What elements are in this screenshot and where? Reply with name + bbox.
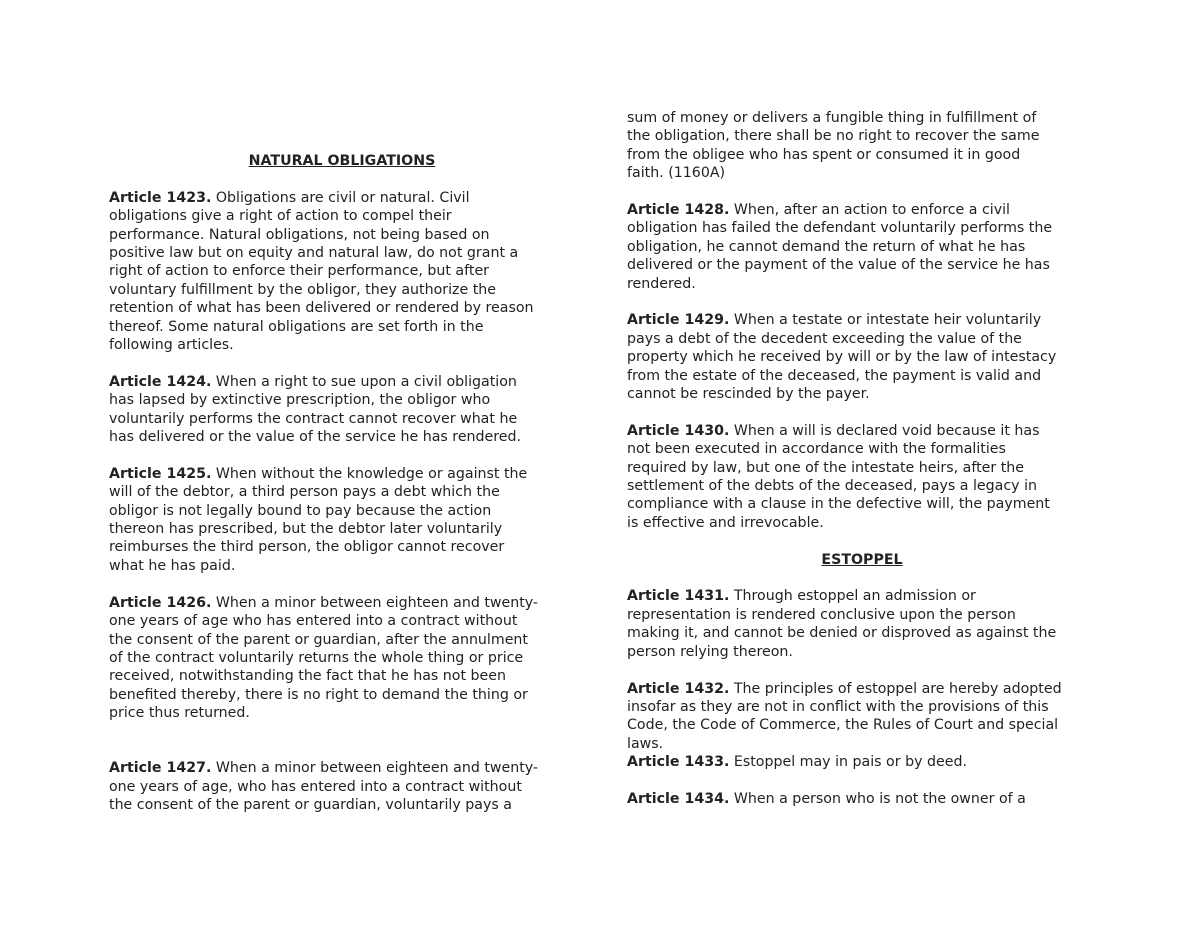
article-text-line: When, after an action to enforce a civil: [729, 202, 1010, 219]
article-text-line: received, notwithstanding the fact that he has not been: [109, 668, 506, 685]
article-text-line: When a minor between eighteen and twenty-: [211, 760, 539, 777]
article-text-line: obligation has failed the defendant voluntarily performs the: [627, 220, 1053, 237]
section-heading-estoppel: ESTOPPEL: [821, 551, 903, 568]
article-text-line: laws.: [627, 735, 664, 752]
article-text-line: right of action to enforce their performance, but after: [109, 263, 489, 280]
article-text-line: pays a debt of the decedent exceeding the value of the: [627, 330, 1022, 347]
article-text-line: has delivered or the value of the service he has rendered.: [109, 429, 522, 446]
article-text-line: from the obligee who has spent or consumed it in good: [627, 146, 1021, 163]
article-text-line: following articles.: [109, 337, 234, 354]
article-text-line: has lapsed by extinctive prescription, the obligor who: [109, 392, 491, 409]
article-text-line: retention of what has been delivered or rendered by reason: [109, 300, 534, 317]
article-text-line: voluntary fulfillment by the obligor, they authorize the: [109, 281, 497, 298]
article-label: Article 1425.: [109, 465, 212, 482]
article-text-line: When a minor between eighteen and twenty-: [211, 594, 539, 611]
article-text-line: When without the knowledge or against the: [211, 465, 528, 482]
left-column: [109, 152, 579, 815]
article-text-line: the obligation, there shall be no right to recover the same: [627, 128, 1040, 145]
article-1423: [109, 189, 579, 355]
article-text-line: obligations give a right of action to compel their: [109, 208, 452, 225]
article-1425: [109, 465, 579, 575]
article-text-line: person relying thereon.: [627, 643, 793, 660]
article-text-line: is effective and irrevocable.: [627, 514, 824, 531]
article-text-line: settlement of the debts of the deceased, pays a legacy in: [627, 478, 1038, 495]
article-1434: [627, 790, 1097, 808]
article-label: Article 1426.: [109, 594, 212, 611]
article-text-line: thereof. Some natural obligations are set forth in the: [109, 318, 484, 335]
article-text-line: benefited thereby, there is no right to demand the thing or: [109, 686, 528, 703]
article-text-line: thereon has prescribed, but the debtor later voluntarily: [109, 521, 503, 538]
article-label: Article 1432.: [627, 680, 730, 697]
article-text-line: The principles of estoppel are hereby adopted: [729, 680, 1062, 697]
article-text-line: When a person who is not the owner of a: [729, 790, 1026, 807]
article-text-line: positive law but on equity and natural law, do not grant a: [109, 245, 519, 262]
article-text-line: will of the debtor, a third person pays a debt which the: [109, 484, 500, 501]
article-label: Article 1424.: [109, 373, 212, 390]
article-1431: [627, 587, 1097, 661]
article-1427: [109, 759, 579, 814]
article-label: Article 1433.: [627, 754, 730, 771]
article-1429: [627, 311, 1097, 403]
article-text-line: one years of age who has entered into a contract without: [109, 613, 518, 630]
article-1426: [109, 594, 579, 723]
article-text-line: rendered.: [627, 275, 696, 292]
article-text-line: representation is rendered conclusive upon the person: [627, 606, 1016, 623]
article-text-line: property which he received by will or by the law of intestacy: [627, 349, 1057, 366]
article-label: Article 1423.: [109, 189, 212, 206]
article-text-line: the consent of the parent or guardian, voluntarily pays a: [109, 797, 512, 814]
article-label: Article 1430.: [627, 422, 730, 439]
article-label: Article 1434.: [627, 790, 730, 807]
article-text-line: insofar as they are not in conflict with the provisions of this: [627, 698, 1049, 715]
article-text-line: making it, and cannot be denied or disproved as against the: [627, 625, 1057, 642]
article-text-line: Estoppel may in pais or by deed.: [729, 754, 967, 771]
article-1427-continuation: [627, 109, 1097, 183]
article-text-line: Through estoppel an admission or: [729, 588, 976, 605]
article-text-line: Code, the Code of Commerce, the Rules of Court and special: [627, 717, 1059, 734]
article-text-line: required by law, but one of the intestate heirs, after the: [627, 459, 1025, 476]
section-heading-natural-obligations: NATURAL OBLIGATIONS: [248, 153, 436, 169]
article-text-line: compliance with a clause in the defective will, the payment: [627, 496, 1050, 513]
article-text-line: the consent of the parent or guardian, after the annulment: [109, 631, 528, 648]
article-label: Article 1427.: [109, 760, 212, 777]
article-1424: [109, 373, 579, 447]
article-text-line: voluntarily performs the contract cannot recover what he: [109, 410, 518, 427]
article-text-line: of the contract voluntarily returns the whole thing or price: [109, 649, 524, 666]
article-text-line: performance. Natural obligations, not being based on: [109, 226, 490, 243]
article-text-line: what he has paid.: [109, 557, 236, 574]
article-text-line: faith. (1160A): [627, 165, 726, 182]
article-text-line: When a testate or intestate heir voluntarily: [729, 312, 1042, 329]
article-text-line: cannot be rescinded by the payer.: [627, 386, 870, 403]
article-text-line: one years of age, who has entered into a contract without: [109, 778, 522, 795]
article-text-line: delivered or the payment of the value of the service he has: [627, 257, 1050, 274]
article-label: Article 1429.: [627, 312, 730, 329]
article-1430: [627, 422, 1097, 532]
article-label: Article 1431.: [627, 588, 730, 605]
article-text-line: Obligations are civil or natural. Civil: [211, 189, 470, 206]
article-text-line: sum of money or delivers a fungible thing in fulfillment of: [627, 110, 1037, 126]
article-text-line: from the estate of the deceased, the payment is valid and: [627, 367, 1042, 384]
right-column: [627, 109, 1097, 808]
article-text-line: not been executed in accordance with the formalities: [627, 441, 1006, 458]
article-label: Article 1428.: [627, 202, 730, 219]
article-1428: [627, 201, 1097, 293]
article-text-line: obligor is not legally bound to pay because the action: [109, 502, 492, 519]
article-text-line: obligation, he cannot demand the return of what he has: [627, 238, 1026, 255]
article-text-line: When a will is declared void because it has: [729, 422, 1040, 439]
article-text-line: reimburses the third person, the obligor cannot recover: [109, 539, 505, 556]
article-1433: [627, 753, 1097, 771]
article-text-line: When a right to sue upon a civil obligation: [211, 373, 517, 390]
article-text-line: price thus returned.: [109, 705, 250, 722]
article-1432: [627, 680, 1097, 754]
